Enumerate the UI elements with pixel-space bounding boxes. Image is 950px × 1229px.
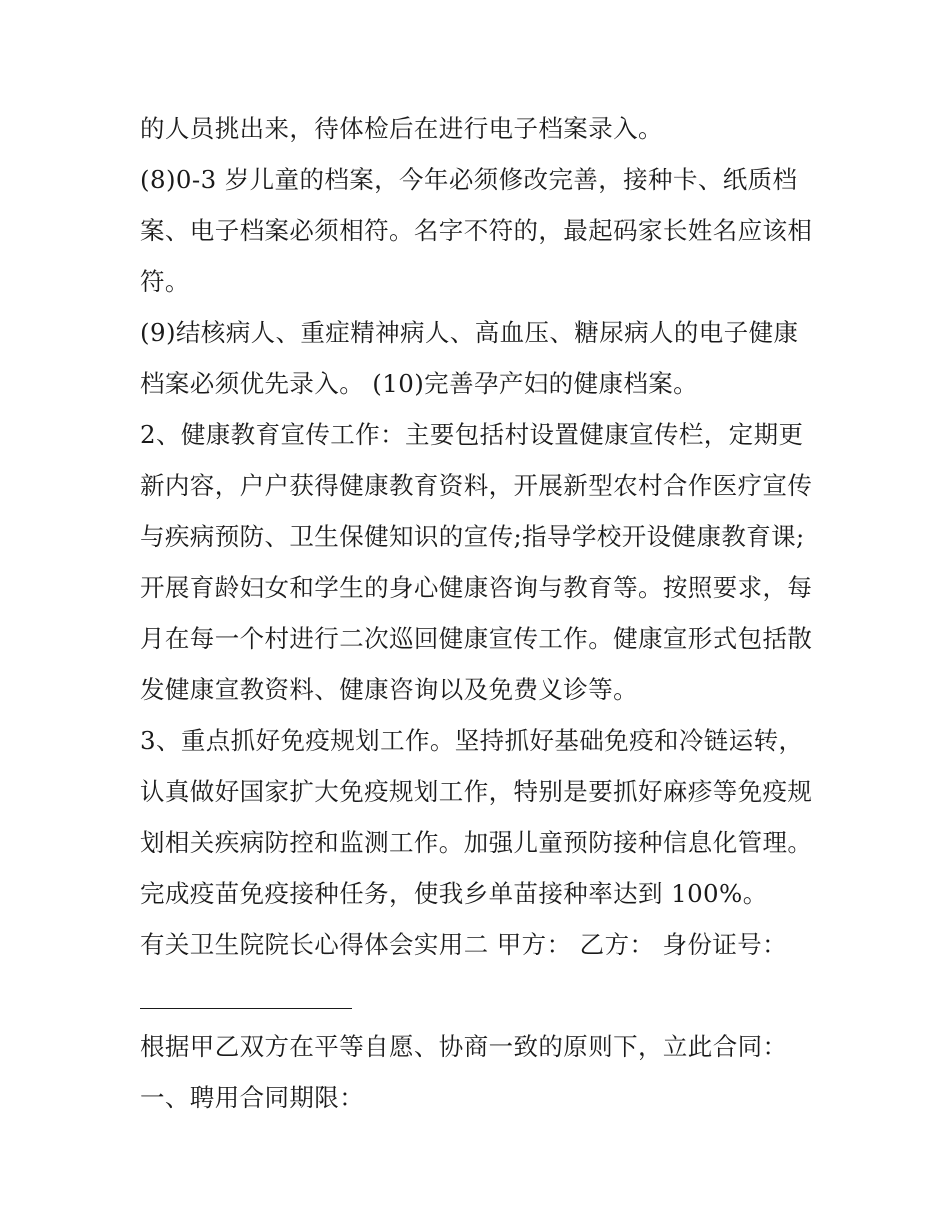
text-line: 与疾病预防、卫生保健知识的宣传;指导学校开设健康教育课; <box>140 522 805 551</box>
text-line: 档案必须优先录入。 (10)完善孕产妇的健康档案。 <box>140 369 699 398</box>
text-line: 划相关疾病防控和监测工作。加强儿童预防接种信息化管理。 <box>140 828 813 857</box>
text-line: (8)0-3 岁儿童的档案，今年必须修改完善，接种卡、纸质档 <box>140 165 798 194</box>
text-line: 发健康宣教资料、健康咨询以及免费义诊等。 <box>140 675 638 704</box>
text-line: 月在每一个村进行二次巡回健康宣传工作。健康宣形式包括散 <box>140 624 813 653</box>
signature-underline <box>140 1008 352 1009</box>
text-line: 完成疫苗免疫接种任务，使我乡单苗接种率达到 100%。 <box>140 879 768 908</box>
text-line: (9)结核病人、重症精神病人、高血压、糖尿病人的电子健康 <box>140 318 799 347</box>
document-body <box>140 103 820 1123</box>
signature-blank <box>140 970 820 1021</box>
text-line: 认真做好国家扩大免疫规划工作，特别是要抓好麻疹等免疫规 <box>140 777 813 806</box>
text-line: 2、健康教育宣传工作：主要包括村设置健康宣传栏，定期更 <box>140 420 804 449</box>
text-line: 有关卫生院院长心得体会实用二 甲方： 乙方： 身份证号： <box>140 930 788 959</box>
text-line: 符。 <box>140 267 190 296</box>
text-line: 新内容，户户获得健康教育资料，开展新型农村合作医疗宣传 <box>140 471 813 500</box>
text-line: 3、重点抓好免疫规划工作。坚持抓好基础免疫和冷链运转， <box>140 726 804 755</box>
text-line: 的人员挑出来，待体检后在进行电子档案录入。 <box>140 114 663 143</box>
text-line: 案、电子档案必须相符。名字不符的，最起码家长姓名应该相 <box>140 216 813 245</box>
text-line: 开展育龄妇女和学生的身心健康咨询与教育等。按照要求，每 <box>140 573 813 602</box>
text-line: 根据甲乙双方在平等自愿、协商一致的原则下，立此合同： <box>140 1032 788 1061</box>
text-line: 一、聘用合同期限： <box>140 1083 365 1112</box>
